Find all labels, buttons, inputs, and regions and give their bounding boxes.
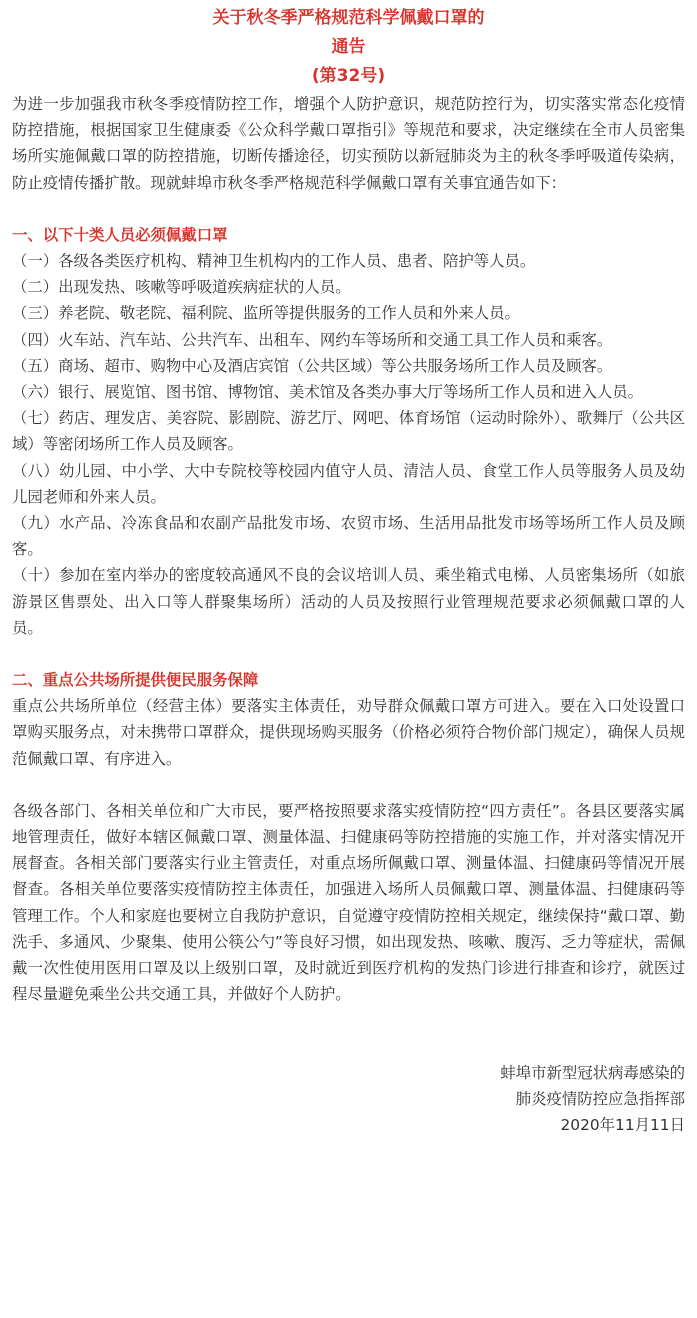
title-line-3: (第32号)	[311, 66, 386, 86]
list-item: （九）水产品、冷冻食品和农副产品批发市场、农贸市场、生活用品批发市场等场所工作人员及顾客。	[12, 514, 685, 559]
signature-date: 2020年11月11日	[560, 1115, 685, 1134]
title-line-1: 关于秋冬季严格规范科学佩戴口罩的	[212, 8, 485, 28]
list-item: （三）养老院、敬老院、福利院、监所等提供服务的工作人员和外来人员。	[12, 304, 520, 323]
section-2-body: 重点公共场所单位（经营主体）要落实主体责任，劝导群众佩戴口罩方可进入。要在入口处设置口罩购买服务点，对未携带口罩群众，提供现场购买服务（价格必须符合物价部门规定），确保人员规范佩戴口罩、有序进入。	[12, 697, 685, 768]
title-line-2: 通告	[331, 37, 366, 57]
list-item: （七）药店、理发店、美容院、影剧院、游艺厅、网吧、体育场馆（运动时除外）、歌舞厅（公共区域）等密闭场所工作人员及顾客。	[12, 409, 685, 454]
spacer	[12, 641, 685, 667]
closing-paragraph: 各级各部门、各相关单位和广大市民，要严格按照要求落实疫情防控“四方责任”。各县区要落实属地管理责任，做好本辖区佩戴口罩、测量体温、扫健康码等防控措施的实施工作，并对落实情况开展督查。各相关部门要落实行业主管责任，对重点场所佩戴口罩、测量体温、扫健康码等情况开展督查。各相关单位要落实疫情防控主体责任，加强进入场所人员佩戴口罩、测量体温、扫健康码等管理工作。个人和家庭也要树立自我防护意识，自觉遵守疫情防控相关规定，继续保持“戴口罩、勤洗手、多通风、少聚集、使用公筷公勺”等良好习惯，如出现发热、咳嗽、腹泻、乏力等症状，需佩戴一次性使用医用口罩及以上级别口罩，及时就近到医疗机构的发热门诊进行排查和诊疗，就医过程尽量避免乘坐公共交通工具，并做好个人防护。	[12, 801, 685, 1004]
spacer	[12, 196, 685, 222]
notice-title	[12, 4, 685, 91]
section-2-heading: 二、重点公共场所提供便民服务保障	[12, 671, 259, 690]
list-item: （六）银行、展览馆、图书馆、博物馆、美术馆及各类办事大厅等场所工作人员和进入人员。	[12, 383, 644, 402]
list-item: （一）各级各类医疗机构、精神卫生机构内的工作人员、患者、陪护等人员。	[12, 252, 536, 271]
section-1-heading: 一、以下十类人员必须佩戴口罩	[12, 225, 228, 244]
intro-paragraph: 为进一步加强我市秋冬季疫情防控工作，增强个人防护意识，规范防控行为，切实落实常态化疫情防控措施，根据国家卫生健康委《公众科学戴口罩指引》等规范和要求，决定继续在全市人员密集场所实施佩戴口罩的防控措施，切断传播途径，切实预防以新冠肺炎为主的秋冬季呼吸道传染病，防止疫情传播扩散。现就蚌埠市秋冬季严格规范科学佩戴口罩有关事宜通告如下：	[12, 95, 685, 192]
signature-org-line-2: 肺炎疫情防控应急指挥部	[515, 1089, 685, 1108]
spacer	[12, 772, 685, 798]
list-item: （四）火车站、汽车站、公共汽车、出租车、网约车等场所和交通工具工作人员和乘客。	[12, 330, 613, 349]
section-1-list	[12, 248, 685, 641]
list-item: （十）参加在室内举办的密度较高通风不良的会议培训人员、乘坐箱式电梯、人员密集场所（如旅游景区售票处、出入口等人群聚集场所）活动的人员及按照行业管理规范要求必须佩戴口罩的人员。	[12, 566, 685, 637]
list-item: （二）出现发热、咳嗽等呼吸道疾病症状的人员。	[12, 278, 351, 297]
list-item: （五）商场、超市、购物中心及酒店宾馆（公共区域）等公共服务场所工作人员及顾客。	[12, 356, 613, 375]
list-item: （八）幼儿园、中小学、大中专院校等校园内值守人员、清洁人员、食堂工作人员等服务人员及幼儿园老师和外来人员。	[12, 461, 685, 506]
signature-org-line-1: 蚌埠市新型冠状病毒感染的	[500, 1063, 685, 1082]
signature-block	[12, 1060, 685, 1139]
